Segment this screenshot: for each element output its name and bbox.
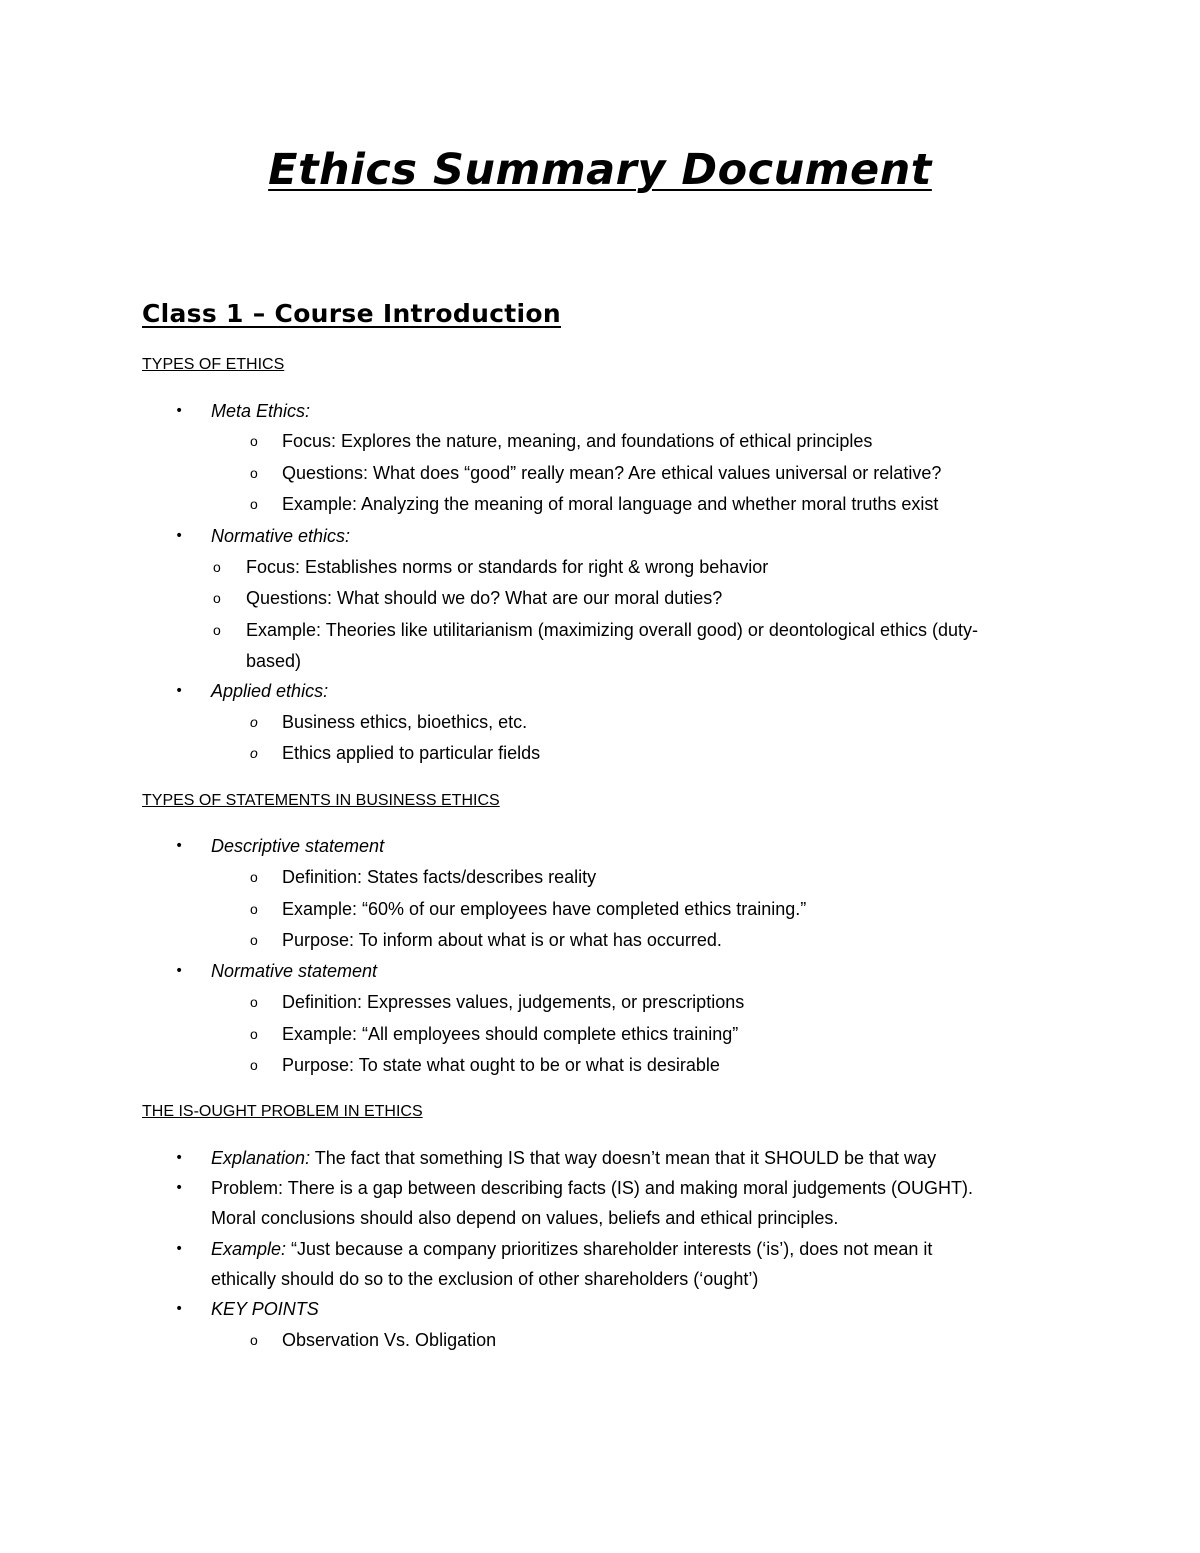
explanation-term: Explanation:: [211, 1148, 311, 1168]
explanation-text: The fact that something IS that way doesn’t mean that it SHOULD be that way: [310, 1148, 937, 1168]
key-points-term: KEY POINTS: [211, 1299, 319, 1319]
meta-ethics-term: Meta Ethics:: [211, 401, 311, 421]
bullet-icon: •: [175, 528, 184, 544]
example-text: “Just because a company prioritizes shareholder interests (‘is’), does not mean it: [286, 1239, 933, 1259]
descriptive-statement-term: Descriptive statement: [211, 836, 385, 856]
sub-bullet-icon: o: [250, 714, 258, 730]
sub-bullet-icon: o: [213, 590, 221, 606]
class-heading: Class 1 – Course Introduction: [142, 299, 562, 328]
applied-ethics-term: Applied ethics:: [211, 681, 329, 701]
problem-line-continued: Moral conclusions should also depend on values, beliefs and ethical principles.: [211, 1208, 839, 1228]
normative-ethics-term: Normative ethics:: [211, 526, 351, 546]
descriptive-statement-item: Purpose: To inform about what is or what has occurred.: [282, 930, 722, 950]
explanation-line: [211, 1146, 936, 1170]
key-points-item: Observation Vs. Obligation: [282, 1330, 497, 1350]
bullet-icon: •: [175, 683, 184, 699]
meta-ethics-item: Focus: Explores the nature, meaning, and foundations of ethical principles: [282, 431, 873, 451]
normative-ethics-item-continued: based): [246, 651, 302, 671]
example-term: Example:: [211, 1239, 287, 1259]
meta-ethics-item: Example: Analyzing the meaning of moral language and whether moral truths exist: [282, 494, 939, 514]
meta-ethics-item: Questions: What does “good” really mean? Are ethical values universal or relative?: [282, 463, 942, 483]
descriptive-statement-item: Example: “60% of our employees have completed ethics training.”: [282, 899, 807, 919]
bullet-icon: •: [175, 1180, 184, 1196]
normative-ethics-item: Questions: What should we do? What are our moral duties?: [246, 588, 723, 608]
sub-bullet-icon: o: [250, 869, 258, 885]
normative-ethics-item: Example: Theories like utilitarianism (maximizing overall good) or deontological ethics (duty-: [246, 620, 978, 640]
sub-bullet-icon: o: [213, 559, 221, 575]
applied-ethics-item: Ethics applied to particular fields: [282, 743, 541, 763]
sub-bullet-icon: o: [250, 496, 258, 512]
sub-bullet-icon: o: [250, 1332, 258, 1348]
document-title: Ethics Summary Document: [268, 145, 932, 195]
sub-bullet-icon: o: [250, 1057, 258, 1073]
bullet-icon: •: [175, 403, 184, 419]
section-label-is-ought: THE IS-OUGHT PROBLEM IN ETHICS: [142, 1103, 423, 1120]
applied-ethics-item: Business ethics, bioethics, etc.: [282, 712, 528, 732]
section-label-types-of-ethics: TYPES OF ETHICS: [142, 356, 285, 373]
normative-statement-term: Normative statement: [211, 961, 378, 981]
bullet-icon: •: [175, 1241, 184, 1257]
bullet-icon: •: [175, 838, 184, 854]
normative-statement-item: Purpose: To state what ought to be or what is desirable: [282, 1055, 720, 1075]
sub-bullet-icon: o: [250, 901, 258, 917]
normative-statement-item: Definition: Expresses values, judgements, or prescriptions: [282, 992, 745, 1012]
sub-bullet-icon: o: [250, 1026, 258, 1042]
bullet-icon: •: [175, 1301, 184, 1317]
normative-statement-item: Example: “All employees should complete ethics training”: [282, 1024, 739, 1044]
sub-bullet-icon: o: [250, 433, 258, 449]
sub-bullet-icon: o: [250, 465, 258, 481]
section-label-types-of-statements: TYPES OF STATEMENTS IN BUSINESS ETHICS: [142, 792, 500, 809]
sub-bullet-icon: o: [250, 932, 258, 948]
example-line-continued: ethically should do so to the exclusion of other shareholders (‘ought’): [211, 1269, 759, 1289]
bullet-icon: •: [175, 1150, 184, 1166]
normative-ethics-item: Focus: Establishes norms or standards for right & wrong behavior: [246, 557, 769, 577]
bullet-icon: •: [175, 963, 184, 979]
example-line: [211, 1237, 932, 1261]
descriptive-statement-item: Definition: States facts/describes reality: [282, 867, 597, 887]
sub-bullet-icon: o: [250, 994, 258, 1010]
sub-bullet-icon: o: [213, 622, 221, 638]
problem-line: Problem: There is a gap between describing facts (IS) and making moral judgements (OUGHT).: [211, 1178, 973, 1198]
sub-bullet-icon: o: [250, 745, 258, 761]
